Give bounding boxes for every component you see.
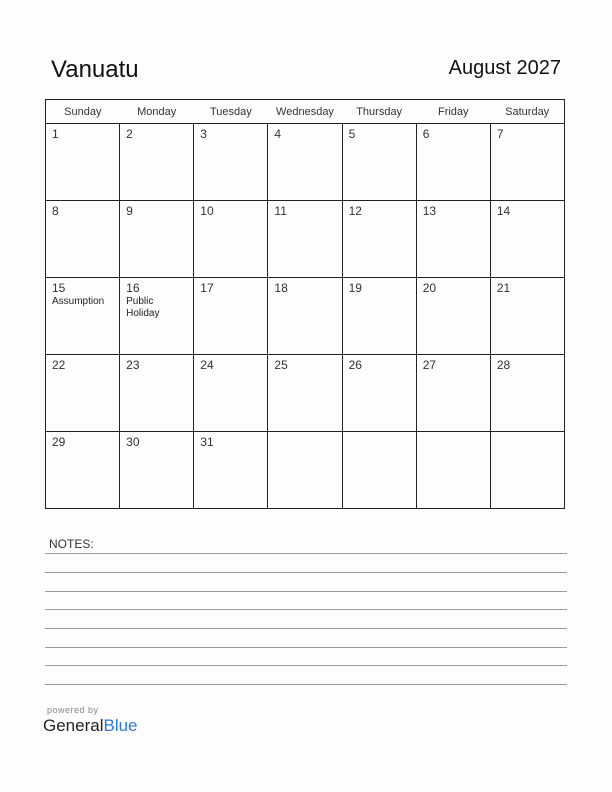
calendar-grid <box>45 99 565 509</box>
day-number: 12 <box>348 204 362 218</box>
day-number: 29 <box>52 435 66 449</box>
weekday-thursday: Thursday <box>342 100 416 124</box>
day-cell <box>46 355 120 432</box>
day-cell <box>342 124 416 201</box>
day-number: 4 <box>274 127 282 141</box>
day-cell <box>268 355 342 432</box>
day-cell <box>342 278 416 355</box>
day-cell <box>490 432 564 509</box>
day-cell <box>46 432 120 509</box>
note-line <box>45 628 567 629</box>
day-number: 8 <box>52 204 59 218</box>
day-cell <box>416 355 490 432</box>
holiday-label: Public Holiday <box>126 296 160 319</box>
weekday-friday: Friday <box>416 100 490 124</box>
day-cell <box>268 432 342 509</box>
weekday-sunday: Sunday <box>46 100 120 124</box>
day-number: 19 <box>348 281 362 295</box>
day-cell <box>490 355 564 432</box>
day-number: 27 <box>422 358 437 372</box>
day-cell <box>490 278 564 355</box>
day-cell <box>490 124 564 201</box>
powered-by-text: powered by <box>47 705 99 715</box>
weekday-wednesday: Wednesday <box>268 100 342 124</box>
day-cell <box>120 201 194 278</box>
day-number: 25 <box>274 358 288 372</box>
day-number: 16 <box>126 281 140 295</box>
day-cell <box>194 278 268 355</box>
day-number: 23 <box>126 358 140 372</box>
day-cell <box>120 355 194 432</box>
weekday-monday: Monday <box>120 100 194 124</box>
note-line <box>45 591 567 592</box>
holiday-label: Assumption <box>52 296 105 307</box>
note-line <box>45 684 567 685</box>
day-number: 3 <box>200 127 207 141</box>
week-row <box>46 124 565 201</box>
day-cell <box>120 278 194 355</box>
day-number: 30 <box>126 435 140 449</box>
day-cell <box>416 432 490 509</box>
day-number: 24 <box>200 358 214 372</box>
day-number: 21 <box>496 281 511 295</box>
day-cell <box>268 124 342 201</box>
note-line <box>45 553 567 554</box>
day-number: 31 <box>200 435 214 449</box>
day-cell <box>46 278 120 355</box>
day-cell <box>194 201 268 278</box>
week-row <box>46 278 565 355</box>
day-cell <box>342 201 416 278</box>
day-number: 9 <box>126 204 133 218</box>
day-number: 13 <box>422 204 437 218</box>
day-number: 20 <box>422 281 437 295</box>
country-title: Vanuatu <box>51 56 139 83</box>
brand-blue: Blue <box>103 716 138 735</box>
notes-label: NOTES: <box>49 537 94 551</box>
brand-general: General <box>43 716 104 735</box>
day-cell <box>416 278 490 355</box>
day-cell <box>342 355 416 432</box>
brand-logo <box>43 716 138 736</box>
day-cell <box>194 432 268 509</box>
day-cell <box>120 124 194 201</box>
day-cell <box>120 432 194 509</box>
month-year-title: August 2027 <box>448 57 561 79</box>
day-cell <box>268 201 342 278</box>
day-cell <box>194 124 268 201</box>
day-number: 7 <box>496 127 504 141</box>
weekday-header-row <box>46 100 565 124</box>
day-cell <box>416 124 490 201</box>
day-number: 15 <box>52 281 66 295</box>
week-row <box>46 355 565 432</box>
day-cell <box>194 355 268 432</box>
day-cell <box>268 278 342 355</box>
day-number: 22 <box>52 358 66 372</box>
day-number: 14 <box>496 204 511 218</box>
day-number: 1 <box>52 127 59 141</box>
day-number: 2 <box>126 127 133 141</box>
day-number: 28 <box>496 358 511 372</box>
note-line <box>45 572 567 573</box>
note-line <box>45 647 567 648</box>
day-number: 10 <box>200 204 214 218</box>
day-cell <box>490 201 564 278</box>
day-number: 18 <box>274 281 288 295</box>
day-cell <box>416 201 490 278</box>
day-number: 6 <box>422 127 430 141</box>
day-cell <box>342 432 416 509</box>
day-number: 11 <box>274 204 287 218</box>
week-row <box>46 201 565 278</box>
weekday-saturday: Saturday <box>490 100 564 124</box>
day-number: 26 <box>348 358 362 372</box>
day-cell <box>46 201 120 278</box>
week-row <box>46 432 565 509</box>
day-number: 5 <box>348 127 356 141</box>
day-cell <box>46 124 120 201</box>
note-line <box>45 609 567 610</box>
note-line <box>45 665 567 666</box>
weekday-tuesday: Tuesday <box>194 100 268 124</box>
day-number: 17 <box>200 281 214 295</box>
